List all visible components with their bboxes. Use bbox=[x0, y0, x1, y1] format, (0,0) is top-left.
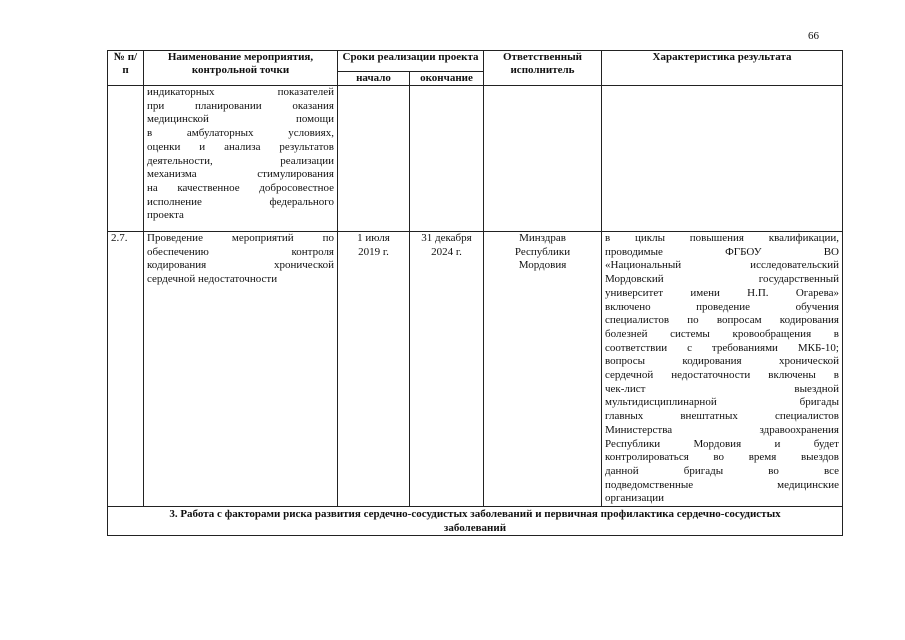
header-result: Характеристика результата bbox=[602, 51, 843, 86]
header-responsible: Ответственный исполнитель bbox=[484, 51, 602, 86]
cell-name: индикаторных показателей при планировании оказания медицинской помощи в амбулаторных условиях, оценки и анализа результатов деятельности, реализации механизма стимулирования на качественное добросовестное исполнение федерального проекта bbox=[144, 86, 338, 232]
page-number: 66 bbox=[808, 30, 819, 42]
cell-result: в циклы повышения квалификации, проводимые ФГБОУ ВО «Национальный исследовательский Мордовский государственный университет имени Н.П. Огарева» включено проведение обучения специалистов по вопросам кодирования болезней системы кровообращения в соответствии с требованиями МКБ-10; вопросы кодирования хронической сердечной недостаточности включены в чек-лист выездной мультидисциплинарной бригады главных внештатных специалистов Министерства здравоохранения Республики Мордовия и будет контролироваться во время выездов данной бригады во все подведомственные медицинские организации bbox=[602, 232, 843, 507]
header-num: № п/п bbox=[108, 51, 144, 86]
cell-name: Проведение мероприятий по обеспечению контроля кодирования хронической сердечной недостаточности bbox=[144, 232, 338, 507]
cell-responsible: Минздрав Республики Мордовия bbox=[484, 232, 602, 507]
cell-num: 2.7. bbox=[108, 232, 144, 507]
table-row bbox=[108, 232, 843, 507]
header-end: окончание bbox=[410, 72, 484, 86]
header-dates: Сроки реализации проекта bbox=[338, 51, 484, 72]
table-row bbox=[108, 86, 843, 232]
cell-end: 31 декабря 2024 г. bbox=[410, 232, 484, 507]
header-start: начало bbox=[338, 72, 410, 86]
cell-responsible bbox=[484, 86, 602, 232]
section-row bbox=[108, 507, 843, 536]
section-heading: 3. Работа с факторами риска развития сердечно-сосудистых заболеваний и первичная профилактика сердечно-сосудистых заболеваний bbox=[108, 507, 843, 536]
measures-table bbox=[107, 50, 843, 536]
cell-start: 1 июля 2019 г. bbox=[338, 232, 410, 507]
cell-result bbox=[602, 86, 843, 232]
cell-num bbox=[108, 86, 144, 232]
cell-end bbox=[410, 86, 484, 232]
header-name: Наименование мероприятия, контрольной точки bbox=[144, 51, 338, 86]
cell-start bbox=[338, 86, 410, 232]
